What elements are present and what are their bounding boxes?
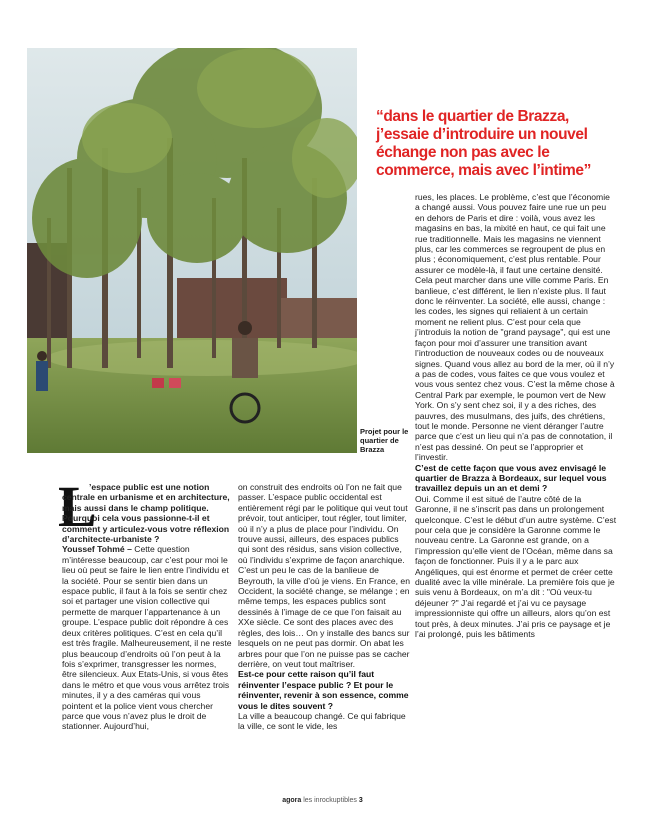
drop-cap: L (58, 474, 97, 539)
pull-quote: “dans le quartier de Brazza, j’essaie d’introduire un nouvel échange non pas avec le commerce, mais avec l’intime” (376, 108, 591, 179)
speaker-name: Youssef Tohmé – (62, 544, 132, 555)
answer-paragraph: Oui. Comme il est situé de l’autre côté de la Garonne, il ne s’inscrit pas dans un prolongement quelconque. C’est le début d’un autre système. C’est pour cela que je considère la Garonne comme le nouveau centre. La Garonne est grande, on a l’impression qu’elle vient de l’Océan, même dans sa façon de fonctionner. Puis il y a le parc aux Angéliques, qui est énorme et permet de créer cette dualité avec la ville minérale. La première fois que je suis venu à Bordeaux, on m’a dit : "Où veux-tu déjeuner ?" J’ai regardé et j’ai vu ce paysage impressionniste qui offre un ailleurs, alors qu’on est tout près, à deux minutes. J’ai pris ce paysage et je l’ai prolongé, puis les bâtiments (415, 493, 617, 640)
interview-question: C’est de cette façon que vous avez envisagé le quartier de Brazza à Bordeaux, sur lequel vous travaillez depuis un an et demi ? (415, 462, 607, 494)
magazine-name: les inrockuptibles (301, 797, 359, 804)
text-column-2 (238, 482, 410, 732)
section-name: agora (282, 797, 302, 804)
answer-paragraph: La ville a beaucoup changé. Ce qui fabrique la ville, ce sont le vide, les (238, 710, 406, 732)
brazza-project-photo (27, 48, 357, 453)
body-paragraph: rues, les places. Le problème, c’est que l’économie a changé aussi. Vous pouvez faire une rue un peu en dehors de Paris et dire : voilà, vous avez les magasins en bas, la mixité en haut, ce qui fait une rue traditionnelle. Mais les magasins ne viennent plus, car les commerces se regroupent de plus en plus ; économiquement, c’est plus rentable. Pour assurer ce modèle-là, il faut une certaine densité. Cela peut marcher dans une ville comme Paris. En banlieue, c’est différent, le lien n’existe plus. Il faut donc le réinventer. La société, elle aussi, change : les codes, les signes qui reliaient à un certain moment ne relient plus. C’est pour cela que j’introduis la notion de "grand paysage", qui est une façon pour moi d’assurer une transition avant l’introduction de nouveaux codes ou de nouveaux signes. Quand vous allez au bord de la mer, où il n’y a pas de codes, vous faites ce que vous voulez et vous vous sentez chez vous. C’est la même chose à Central Park par exemple, le poumon vert de New York. On s’y sent chez soi, il y a des riches, des pauvres, des musulmans, des juifs, des chrétiens, tout le monde. Personne ne vient déranger l’autre parce que c’est un lieu qui n’a pas de connotation, il n’est pas dessiné. On peut se l’approprier et l’investir. (415, 192, 615, 463)
interview-question: Est-ce pour cette raison qu’il faut réinventer l’espace public ? Et pour le réinventer, revenir à son essence, comme vous le dites souvent ? (238, 669, 409, 711)
page-footer (0, 797, 645, 804)
photo-caption: Projet pour le quartier de Brazza (360, 427, 409, 454)
text-column-3 (415, 192, 617, 639)
intro-question: ’espace public est une notion centrale en urbanisme et en architecture, mais aussi dans le champ politique. Pourquoi cela vous passionne-t-il et comment y articulez-vous votre réflexion d’architecte-urbaniste ? (62, 482, 230, 545)
page-number: 3 (358, 797, 363, 804)
answer-text: Cette question m’intéresse beaucoup, car c’est pour moi le lieu où peut se faire le lien entre l’individu et la société. Pour se sentir bien dans un espace public, il faut à la fois se sentir chez soi et partager une vision collective qui permette de marquer l’appartenance à un groupe. L’espace public doit répondre à ces deux critères politiques. C’est en cela qu’il est très fragile. Malheureusement, il ne reste plus beaucoup d’endroits où l’on peut à la fois s’exprimer, transgresser les normes, être silencieux. Aux Etats-Unis, si vous êtes dans le métro et que vous vous arrêtez trois minutes, il y a des caméras qui vous pointent et la police vient vous chercher parce que vous n’avez plus le droit de stationner. Aujourd’hui, (62, 544, 232, 732)
answer-paragraph (62, 544, 232, 731)
text-column-1 (62, 482, 232, 732)
park-illustration (27, 48, 357, 453)
body-paragraph: on construit des endroits où l’on ne fait que passer. L’espace public occidental est entièrement régi par le politique qui veut tout prévoir, tout anticiper, tout régler, tout limiter, où il n’y a plus de place pour l’individu. On trouve aussi, ailleurs, des espaces publics qui sont des résidus, sans vision collective, où l’individu s’exprime de façon anarchique. C’est un peu le cas de la banlieue de Beyrouth, la ville d’où je viens. En France, en Occident, la société change, se mélange ; en même temps, les espaces publics sont dessinés à l’image de ce que l’on faisait au XXe siècle. Ce sont des places avec des règles, des lois… On y installe des bancs sur lesquels on ne peut pas dormir. On abat les arbres pour que l’on ne puisse pas se cacher derrière, on veut tout maîtriser. (238, 482, 410, 669)
